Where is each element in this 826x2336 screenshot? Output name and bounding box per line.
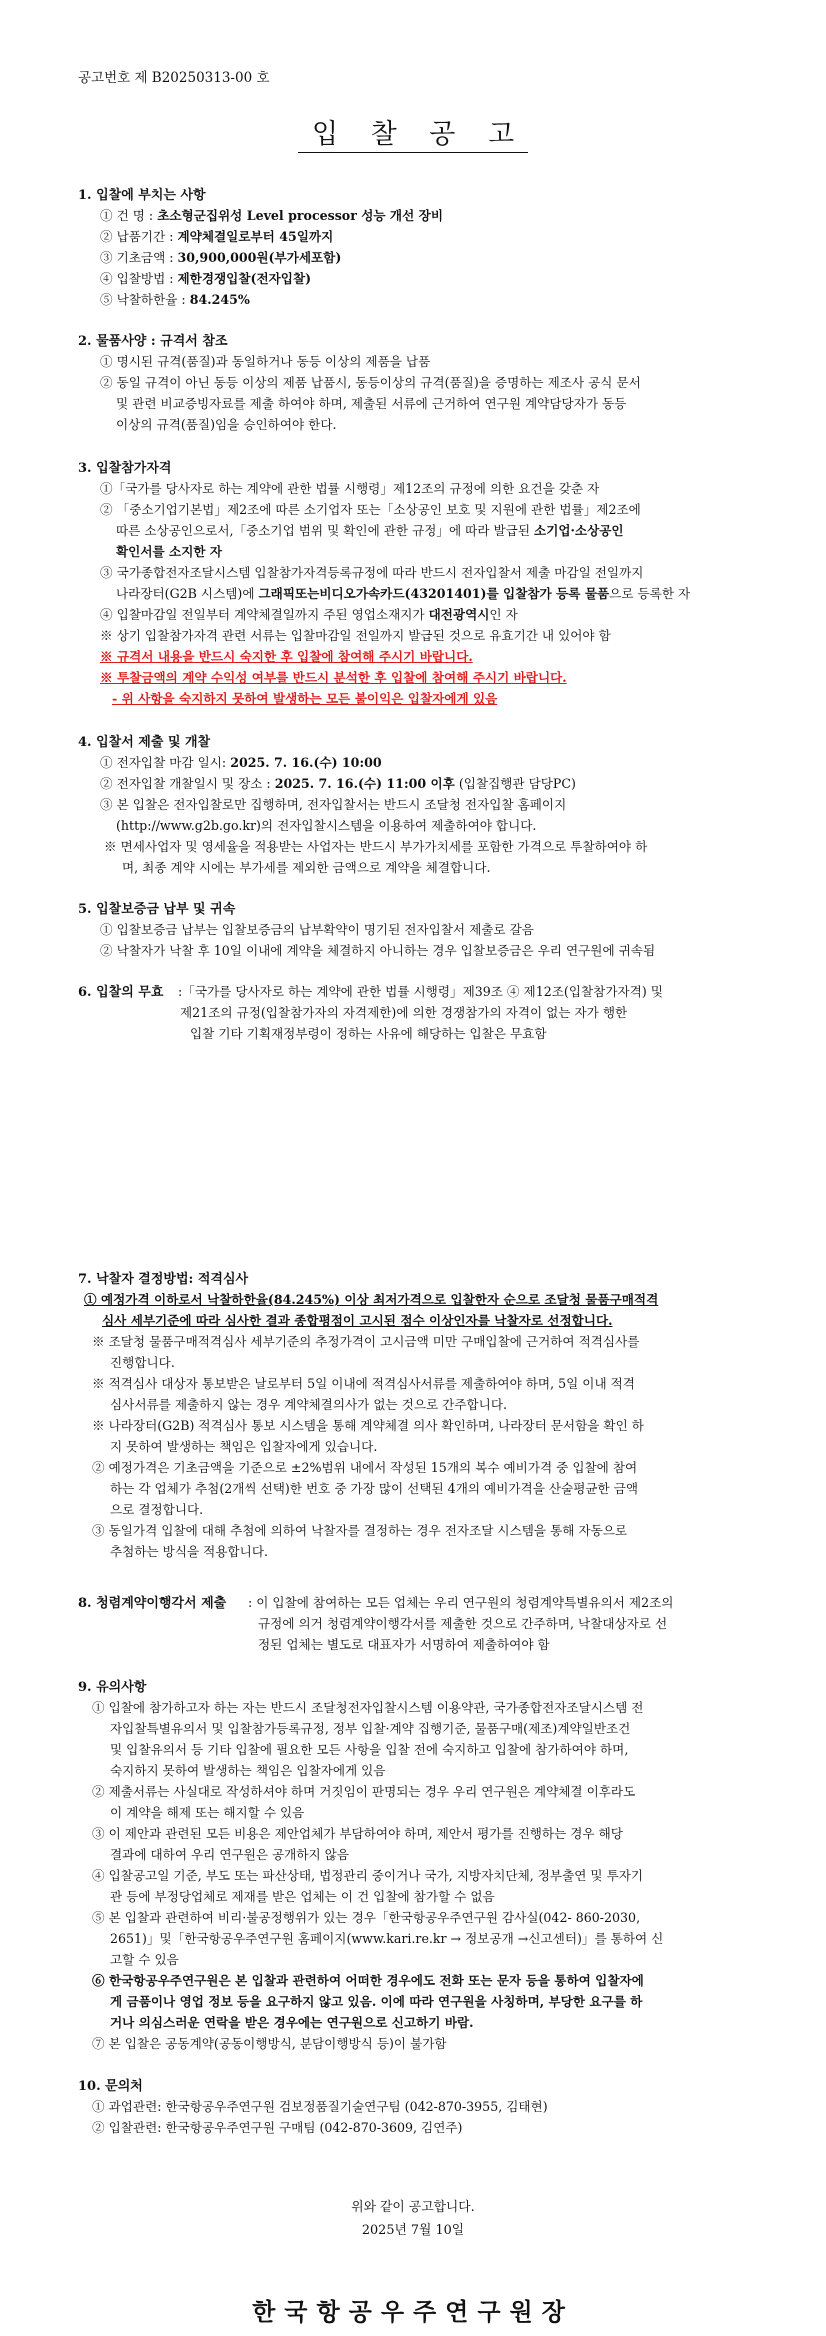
s1-line-2: ② 납품기간 : 계약체결일로부터 45일까지 [100,229,334,244]
s1-line-4: ④ 입찰방법 : 제한경쟁입찰(전자입찰) [100,271,312,286]
s9-line-6: 이 계약을 해제 또는 해지할 수 있음 [110,1805,305,1820]
s7-line-11: 으로 결정합니다. [110,1502,204,1517]
s3-warning-1: ※ 규격서 내용을 반드시 숙지한 후 입찰에 참여해 주시기 바랍니다. [100,649,473,664]
s3-line-4: 확인서를 소지한 자 [116,544,223,559]
s7-line-2: 심사 세부기준에 따라 심사한 결과 종합평점이 고시된 점수 이상인자를 낙찰자로 선정합니다. [102,1313,613,1328]
s9-line-12: 2651)」및「한국항공우주연구원 홈페이지(www.kari.re.kr → 정보공개 →신고센터)」를 통하여 신 [110,1931,664,1946]
issuer-signature: 한국항공우주연구원장 [252,2297,574,2326]
s8-line-2: 규정에 의거 청렴계약이행각서를 제출한 것으로 간주하며, 낙찰대상자로 선 [258,1616,668,1631]
s9-line-8: 결과에 대하여 우리 연구원은 공개하지 않음 [110,1847,349,1862]
s7-line-5: ※ 적격심사 대상자 통보받은 날로부터 5일 이내에 적격심사서류를 제출하여야 하며, 5일 이내 적격 [92,1376,635,1391]
s4-line-5: ※ 면세사업자 및 영세율을 적용받는 사업자는 반드시 부가가치세를 포함한 가격으로 투찰하여야 하 [104,839,648,854]
s7-line-10: 하는 각 업체가 추첨(2개씩 선택)한 번호 중 가장 많이 선택된 4개의 예비가격을 산술평균한 금액 [110,1481,639,1496]
notice-date: 2025년 7월 10일 [361,2223,465,2238]
s9-line-11: ⑤ 본 입찰과 관련하여 비리·불공정행위가 있는 경우「한국항공우주연구원 감사실(042- 860-2030, [92,1910,641,1925]
section-3-heading: 3. 입찰참가자격 [78,461,172,476]
s8-line-1: : 이 입찰에 참여하는 모든 업체는 우리 연구원의 청렴계약특별유의서 제2조의 [248,1595,674,1610]
s5-line-2: ② 낙찰자가 낙찰 후 10일 이내에 계약을 체결하지 아니하는 경우 입찰보증금은 우리 연구원에 귀속됨 [100,943,656,958]
s10-line-1: ① 과업관련: 한국항공우주연구원 검보정품질기술연구팀 (042-870-3955, 김태현) [92,2099,548,2114]
s9-line-9: ④ 입찰공고일 기준, 부도 또는 파산상태, 법정관리 중이거나 국가, 지방자치단체, 정부출연 및 투자기 [92,1868,644,1883]
s8-line-3: 정된 업체는 별도로 대표자가 서명하여 제출하여야 함 [258,1637,550,1652]
s3-warning-2: ※ 투찰금액의 계약 수익성 여부를 반드시 분석한 후 입찰에 참여해 주시기 바랍니다. [100,670,567,685]
s3-warning-3: - 위 사항을 숙지하지 못하여 발생하는 모든 불이익은 입찰자에게 있음 [112,691,498,706]
section-1-heading: 1. 입찰에 부치는 사항 [78,188,206,203]
s3-line-6: 나라장터(G2B 시스템)에 그래픽또는비디오가속카드(43201401)를 입찰참가 등록 물품으로 등록한 자 [116,586,691,601]
s6-line-1: :「국가를 당사자로 하는 계약에 관한 법률 시행령」제39조 ④ 제12조(입찰참가자격) 및 [178,984,663,999]
s9-line-16: 거나 의심스러운 연락을 받은 경우에는 연구원으로 신고하기 바람. [110,2015,474,2030]
s9-line-10: 관 등에 부정당업체로 제재를 받은 업체는 이 건 입찰에 참가할 수 없음 [110,1889,495,1904]
s7-line-8: 지 못하여 발생하는 책임은 입찰자에게 있습니다. [110,1439,378,1454]
s9-line-17: ⑦ 본 입찰은 공동계약(공동이행방식, 분담이행방식 등)이 불가함 [92,2036,447,2051]
s1-line-5: ⑤ 낙찰하한율 : 84.245% [100,292,250,307]
s5-line-1: ① 입찰보증금 납부는 입찰보증금의 납부확약이 명기된 전자입찰서 제출로 갈음 [100,922,534,937]
s9-line-15: 게 금품이나 영업 정보 등을 요구하지 않고 있음. 이에 따라 연구원을 사칭하며, 부당한 요구를 하 [110,1994,643,2009]
s4-line-3: ③ 본 입찰은 전자입찰로만 집행하며, 전자입찰서는 반드시 조달청 전자입찰 홈페이지 [100,797,567,812]
s9-line-5: ② 제출서류는 사실대로 작성하셔야 하며 거짓임이 판명되는 경우 우리 연구원은 계약체결 이후라도 [92,1784,636,1799]
s9-line-13: 고할 수 있음 [110,1952,179,1967]
s6-line-2: 제21조의 규정(입찰참가자의 자격제한)에 의한 경쟁참가의 자격이 없는 자가 행한 [180,1005,628,1020]
s4-line-1: ① 전자입찰 마감 일시: 2025. 7. 16.(수) 10:00 [100,755,382,770]
s7-line-7: ※ 나라장터(G2B) 적격심사 통보 시스템을 통해 계약체결 의사 확인하며, 나라장터 문서함을 확인 하 [92,1418,644,1433]
s9-line-1: ① 입찰에 참가하고자 하는 자는 반드시 조달청전자입찰시스템 이용약관, 국가종합전자조달시스템 전 [92,1700,644,1715]
s7-line-6: 심사서류를 제출하지 않는 경우 계약체결의사가 없는 것으로 간주합니다. [110,1397,507,1412]
s7-line-4: 진행합니다. [110,1355,175,1370]
s3-line-2: ② 「중소기업기본법」제2조에 따른 소기업자 또는「소상공인 보호 및 지원에 관한 법률」제2조에 [100,502,641,517]
s7-line-9: ② 예정가격은 기초금액을 기준으로 ±2%범위 내에서 작성된 15개의 복수 예비가격 중 입찰에 참여 [92,1460,638,1475]
s7-line-1: ① 예정가격 이하로서 낙찰하한율(84.245%) 이상 최저가격으로 입찰한자 순으로 조달청 물품구매적격 [84,1292,659,1307]
section-9-heading: 9. 유의사항 [78,1680,147,1695]
s7-line-3: ※ 조달청 물품구매적격심사 세부기준의 추정가격이 고시금액 미만 구매입찰에 근거하여 적격심사를 [92,1334,640,1349]
s3-line-5: ③ 국가종합전자조달시스템 입찰참가자격등록규정에 따라 반드시 전자입찰서 제출 마감일 전일까지 [100,565,644,580]
section-2-heading: 2. 물품사양 : 규격서 참조 [78,334,228,349]
section-7-heading: 7. 낙찰자 결정방법: 적격심사 [78,1272,249,1287]
s2-line-4: 이상의 규격(품질)임을 승인하여야 한다. [116,417,337,432]
s9-line-2: 자입찰특별유의서 및 입찰참가등록규정, 정부 입찰·계약 집행기준, 물품구매(제조)계약일반조건 [110,1721,631,1736]
page-title-text: 입 찰 공 고 [298,119,528,153]
closing-statement: 위와 같이 공고합니다. [351,2200,475,2215]
s2-line-2: ② 동일 규격이 아닌 동등 이상의 제품 납품시, 동등이상의 규격(품질)을 증명하는 제조사 공식 문서 [100,375,641,390]
s9-line-3: 및 입찰유의서 등 기타 입찰에 필요한 모든 사항을 입찰 전에 숙지하고 입찰에 참가하여야 하며, [110,1742,629,1757]
s1-line-1: ① 건 명 : 초소형군집위성 Level processor 성능 개선 장비 [100,208,443,223]
s2-line-3: 및 관련 비교증빙자료를 제출 하여야 하며, 제출된 서류에 근거하여 연구원 계약담당자가 동등 [116,396,627,411]
s4-line-2: ② 전자입찰 개찰일시 및 장소 : 2025. 7. 16.(수) 11:00 이후 (입찰집행관 담당PC) [100,776,576,791]
s1-line-3: ③ 기초금액 : 30,900,000원(부가세포함) [100,250,342,265]
s3-line-8: ※ 상기 입찰참가자격 관련 서류는 입찰마감일 전일까지 발급된 것으로 유효기간 내 있어야 함 [100,628,611,643]
s2-line-1: ① 명시된 규격(품질)과 동일하거나 동등 이상의 제품을 납품 [100,354,431,369]
section-8-heading: 8. 청렴계약이행각서 제출 [78,1596,227,1611]
s4-line-4: (http://www.g2b.go.kr)의 전자입찰시스템을 이용하여 제출하여야 합니다. [116,818,537,833]
section-4-heading: 4. 입찰서 제출 및 개찰 [78,735,211,750]
s9-line-14: ⑥ 한국항공우주연구원은 본 입찰과 관련하여 어떠한 경우에도 전화 또는 문자 등을 통하여 입찰자에 [92,1973,644,1988]
s10-line-2: ② 입찰관련: 한국항공우주연구원 구매팀 (042-870-3609, 김연주) [92,2120,463,2135]
s7-line-13: 추첨하는 방식을 적용합니다. [110,1544,268,1559]
s6-line-3: 입찰 기타 기획재정부령이 정하는 사유에 해당하는 입찰은 무효함 [190,1026,547,1041]
s3-line-3: 따른 소상공인으로서,「중소기업 범위 및 확인에 관한 규정」에 따라 발급된 소기업·소상공인 [116,523,624,538]
s4-line-6: 며, 최종 계약 시에는 부가세를 제외한 금액으로 계약을 체결합니다. [122,860,491,875]
s3-line-1: ①「국가를 당사자로 하는 계약에 관한 법률 시행령」제12조의 규정에 의한 요건을 갖춘 자 [100,481,600,496]
page-title [0,112,826,151]
section-6-heading: 6. 입찰의 무효 [78,985,164,1000]
s9-line-4: 숙지하지 못하여 발생하는 책임은 입찰자에게 있음 [110,1763,386,1778]
notice-number: 공고번호 제 B20250313-00 호 [78,70,270,86]
section-10-heading: 10. 문의처 [78,2079,143,2094]
s7-line-12: ③ 동일가격 입찰에 대해 추첨에 의하여 낙찰자를 결정하는 경우 전자조달 시스템을 통해 자동으로 [92,1523,628,1538]
section-5-heading: 5. 입찰보증금 납부 및 귀속 [78,902,236,917]
s9-line-7: ③ 이 제안과 관련된 모든 비용은 제안업체가 부담하여야 하며, 제안서 평가를 진행하는 경우 해당 [92,1826,623,1841]
s3-line-7: ④ 입찰마감일 전일부터 계약체결일까지 주된 영업소재지가 대전광역시인 자 [100,607,518,622]
